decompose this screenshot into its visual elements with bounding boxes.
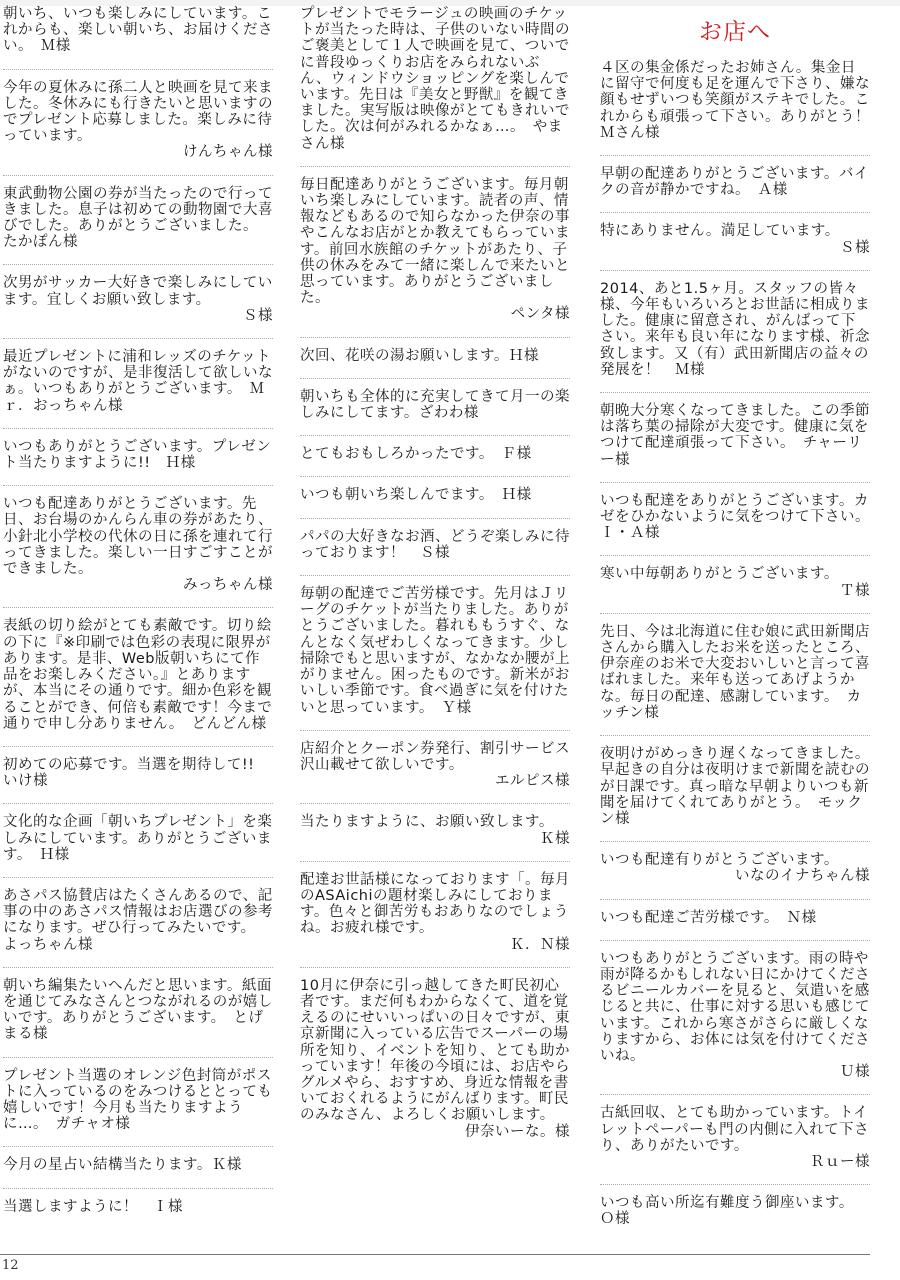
letter-text: 古紙回収、とても助かっています。トイレットペーパーも門の内側に入れて下さり、ありがたいです。: [600, 1105, 870, 1154]
letter-divider: [300, 967, 570, 968]
reader-letter: [600, 223, 870, 255]
reader-letter: [300, 978, 570, 1140]
letter-divider: [3, 1188, 273, 1189]
section-title-to-shop: お店へ: [699, 19, 771, 45]
reader-letter: [3, 1157, 273, 1173]
reader-letter: [3, 618, 273, 731]
letter-text: いつもありがとうございます。雨の時や雨が降るかもしれない日にかけてくださるビニールカバーを見ると、気遣いを感じると共に、仕事に対する思いも感じています。これから寒さがさらに厳しくなりますから、お体には気を付けてくださいね。: [600, 950, 870, 1064]
letter-signature: Ｓ様: [243, 307, 273, 324]
letter-divider: [3, 967, 273, 968]
letter-signature: 伊奈いーな。様: [465, 1123, 570, 1140]
reader-letter: [600, 281, 870, 378]
letter-divider: [600, 841, 870, 842]
letter-text: ４区の集金係だったお姉さん。集金日に留守で何度も足を運んで下さり、嫌な顔もせずいつも笑顔がステキでした。これからも頑張って下さい。ありがとう！ Ｍさん様: [600, 60, 885, 141]
letter-text: 早朝の配達ありがとうございます。バイクの音が静かですね。 Ａ様: [600, 166, 869, 199]
letter-divider: [3, 607, 273, 608]
reader-letter: [600, 403, 870, 468]
letter-divider: [600, 899, 870, 900]
letter-divider: [600, 555, 870, 556]
reader-letter: [3, 496, 273, 593]
letter-divider: [600, 270, 870, 271]
letter-signature: けんちゃん様: [183, 144, 273, 161]
reader-letter: [3, 6, 273, 55]
reader-letter: [600, 492, 878, 542]
letter-text: 朝いちも全体的に充実してきて月一の楽しみにしてます。ざわわ様: [300, 388, 570, 422]
reader-letter: [3, 814, 273, 863]
letter-divider: [3, 1146, 273, 1147]
letter-signature: Ｋ．Ｎ様: [510, 936, 570, 953]
letter-text: 2014、あと1.5ヶ月。スタッフの皆々様、今年もいろいろとお世話に相成りました。健康に留意され、がんばって下さい。来年も良い年になります様、祈念致します。又（有）武田新聞店の益々の発展を！ Ｍ様: [600, 280, 870, 378]
letter-text: 配達お世話様になっております「。毎月のASAichiの題材楽しみにしております。色々と御苦労もおありなのでしょうね。お疲れ様です。: [300, 871, 570, 937]
letter-divider: [300, 476, 570, 477]
letter-text: いつも配達ご苦労様です。 Ｎ様: [600, 909, 817, 926]
reader-letter: [3, 978, 273, 1043]
letter-signature: Ｋ様: [540, 830, 570, 847]
letter-divider: [3, 803, 273, 804]
reader-letter: [3, 186, 273, 251]
reader-letter: [300, 872, 570, 953]
shop-letters-list: [600, 60, 885, 1228]
letter-signature: エルピス様: [495, 773, 570, 790]
reader-letter: [300, 389, 570, 421]
letters-column-3: [600, 6, 885, 1250]
letter-signature: Ｔ様: [840, 582, 870, 599]
letter-divider: [3, 338, 273, 339]
letter-text: 文化的な企画「朝いちプレゼント」を楽しみにしています。ありがとうございます。 Ｈ様: [3, 814, 273, 863]
letter-text: 毎朝の配達でご苦労様です。先月はＪリーグのチケットが当たりました。ありがとうございました。暮れももうすぐ、なんとなく気ぜわしくなってきます。少し掃除でもと思いますが、なかなか腰が上がりません。困ったものです。新米がおいしい季節です。食べ過ぎに気を付けたいと思っています。 Ｙ様: [300, 586, 570, 716]
letter-divider: [600, 155, 870, 156]
reader-letter: [600, 852, 870, 884]
reader-letter: [3, 1068, 273, 1133]
letter-text: プレゼント当選のオレンジ色封筒がポストに入っているのをみつけるととっても嬉しいです！今月も当たりますように…。 ガチャオ様: [3, 1067, 273, 1133]
reader-letter: [300, 487, 570, 503]
reader-letter: [300, 529, 570, 561]
letter-divider: [3, 264, 273, 265]
reader-letter: [600, 1195, 870, 1227]
letter-text: 寒い中毎朝ありがとうございます。: [600, 566, 839, 583]
letter-divider: [300, 166, 570, 167]
letter-text: プレゼントでモラージュの映画のチケットが当たった時は、子供のいない時間のご褒美として１人で映画を見て、ついでに普段ゆっくりお店をみられないぶん、ウィンドウショッピングを楽しんでいます。先日は『美女と野獣』を観てきました。実写版は映像がとてもきれいでした。次は何がみれるかなぁ…。 やまさん様: [300, 6, 570, 152]
letter-divider: [300, 518, 570, 519]
reader-letter: [300, 348, 570, 364]
letter-text: 夜明けがめっきり遅くなってきました。早起きの自分は夜明けまで新聞を読むのが日課です。真っ暗な早朝よりいつも新聞を届けてくれてありがとう。 モックン様: [600, 746, 870, 827]
letter-text: 今年の夏休みに孫二人と映画を見て来ました。冬休みにも行きたいと思いますのでプレゼント応募しました。楽しみに待っています。: [3, 79, 273, 145]
letter-text: 東武動物公園の券が当たったので行ってきました。息子は初めての動物園で大喜びでした。ありがとうございました。 たかぽん様: [3, 185, 273, 251]
reader-letter: [3, 80, 273, 161]
reader-letter: [600, 60, 885, 141]
reader-letter: [300, 446, 570, 462]
letter-divider: [600, 1094, 870, 1095]
letter-text: 特にありません。満足しています。: [600, 223, 840, 240]
letter-text: いつも配達有りがとうございます。: [600, 852, 839, 869]
letter-divider: [300, 861, 570, 862]
letter-text: 表紙の切り絵がとても素敵です。切り絵の下に『※印刷では色彩の表現に限界があります。是非、Web版朝いちにて作品をお楽しみください。』とありますが、本当にその通りです。細か色彩を観ることができ、何倍も素敵です！今まで通りで申し分ありません。 どんどん様: [3, 618, 273, 732]
letters-column-2: [300, 6, 570, 1250]
reader-letter: [3, 757, 273, 789]
letter-signature: みっちゃん様: [183, 577, 273, 594]
letter-text: 次回、花咲の湯お願いします。Ｈ様: [300, 347, 539, 364]
letter-text: パパの大好きなお酒、どうぞ楽しみに待っております！ Ｓ様: [300, 528, 570, 561]
letter-divider: [600, 1184, 870, 1185]
letter-text: 最近プレゼントに浦和レッズのチケットがないのですが、是非復活して欲しいなぁ。いつもありがとうございます。 Ｍｒ．おっちゃん様: [3, 349, 273, 414]
letter-divider: [600, 482, 870, 483]
letter-divider: [3, 69, 273, 70]
letter-divider: [3, 485, 273, 486]
letter-text: いつも朝いち楽しんでます。 Ｈ様: [300, 487, 532, 504]
letter-text: 次男がサッカー大好きで楽しみにしています。宜しくお願い致します。: [3, 275, 273, 308]
letter-signature: Ｕ様: [840, 1064, 870, 1081]
letter-divider: [300, 435, 570, 436]
letter-divider: [600, 212, 870, 213]
reader-letter: [3, 349, 273, 414]
letter-text: 朝いち、いつも楽しみにしています。これからも、楽しい朝いち、お届けください。 Ｍ様: [3, 6, 273, 55]
reader-letter: [600, 566, 870, 598]
page-number: 12: [2, 1258, 19, 1273]
letter-divider: [3, 877, 273, 878]
letter-text: いつも配達をありがとうございます。カゼをひかないように気をつけて下さい。 Ｉ・Ａ様: [600, 492, 878, 542]
reader-letter: [3, 888, 273, 953]
footer-rule: [0, 1254, 870, 1255]
reader-letter: [300, 6, 570, 152]
letter-text: 今月の星占い結構当たります。Ｋ様: [3, 1157, 242, 1174]
letter-text: 朝晩大分寒くなってきました。この季節は落ち葉の掃除が大変です。健康に気をつけて配達頑張って下さい。 チャーリー様: [600, 403, 870, 468]
letter-divider: [300, 803, 570, 804]
letter-text: いつもありがとうございます。プレゼント当たりますように!! Ｈ様: [3, 438, 272, 472]
letter-divider: [300, 575, 570, 576]
letter-text: あさパス協賛店はたくさんあるので、記事の中のあさパス情報はお店選びの参考になります。ぜひ行ってみたいです。 よっちゃん様: [3, 887, 273, 953]
letter-signature: ペンタ様: [510, 306, 570, 323]
letters-columns: [0, 6, 900, 1250]
reader-letter: [3, 275, 273, 324]
letter-divider: [3, 175, 273, 176]
letter-divider: [3, 428, 273, 429]
reader-letter: [300, 586, 570, 716]
reader-letter: [300, 741, 570, 790]
letter-divider: [3, 746, 273, 747]
letter-text: いつも配達ありがとうございます。先日、お台場のかんらん車の券があたり、小針北小学校の代休の日に孫を連れて行ってきました。楽しい一日すごすことができました。: [3, 496, 273, 578]
reader-letter: [600, 746, 870, 827]
letter-divider: [300, 730, 570, 731]
letter-divider: [600, 940, 870, 941]
reader-letter: [600, 166, 870, 198]
letter-divider: [600, 392, 870, 393]
reader-letter: [3, 439, 273, 471]
reader-letter: [600, 910, 870, 926]
reader-letter: [600, 951, 870, 1081]
letter-divider: [600, 735, 870, 736]
reader-letter: [600, 624, 870, 721]
letter-text: 初めての応募です。当選を期待して!! いけ様: [3, 756, 270, 790]
letter-divider: [300, 337, 570, 338]
letter-text: 先日、今は北海道に住む娘に武田新聞店さんから購入したお米を送ったところ、伊奈産のお米で大変おいしいと言って喜ばれました。来年も送ってあげようかな。毎日の配達、感謝しています。 カッチン様: [600, 623, 870, 721]
letter-text: いつも高い所迄有難度う御座います。 Ｏ様: [600, 1195, 862, 1228]
letter-text: 朝いち編集たいへんだと思います。紙面を通じてみなさんとつながれるのが嬉しいです。ありがとうございます。 とげまる様: [3, 977, 273, 1043]
reader-letter: [300, 177, 570, 323]
letter-text: とてもおもしろかったです。 Ｆ様: [300, 446, 532, 463]
letters-column-1: [3, 6, 273, 1250]
letter-signature: いなのイナちゃん様: [735, 868, 870, 885]
letter-text: 店紹介とクーポン券発行、割引サービス沢山載せて欲しいです。: [300, 740, 570, 773]
letter-divider: [300, 378, 570, 379]
letter-text: 当選しますように！ Ｉ様: [3, 1198, 183, 1215]
reader-letter: [600, 1105, 870, 1170]
letter-divider: [600, 613, 870, 614]
letter-divider: [3, 1057, 273, 1058]
reader-letter: [300, 814, 570, 846]
letter-signature: Ｒｕー様: [810, 1153, 870, 1170]
reader-letter: [3, 1199, 273, 1215]
letter-text: 毎日配達ありがとうございます。毎月朝いち楽しみにしています。読者の声、情報などもあるので知らなかった伊奈の事やこんなお店がとか教えてもらっています。前回水族館のチケットがあたり、子供の休みをみて一緒に楽しんで来たいと思っています。ありがとうございました。: [300, 176, 570, 307]
letter-signature: Ｓ様: [840, 239, 870, 256]
letter-text: 10月に伊奈に引っ越してきた町民初心者です。まだ何もわからなくて、道を覚えるのにせいいっぱいの日々ですが、東京新聞に入っている広告でスーパーの場所を知り、イベントを知り、とても助かっています！年後の今頃には、お店やらグルメやら、おすすめ、身近な情報を書いておくれるようにがんばります。町民のみなさん、よろしくお願いします。: [300, 977, 570, 1124]
letter-text: 当たりますように、お願い致します。: [300, 814, 554, 831]
